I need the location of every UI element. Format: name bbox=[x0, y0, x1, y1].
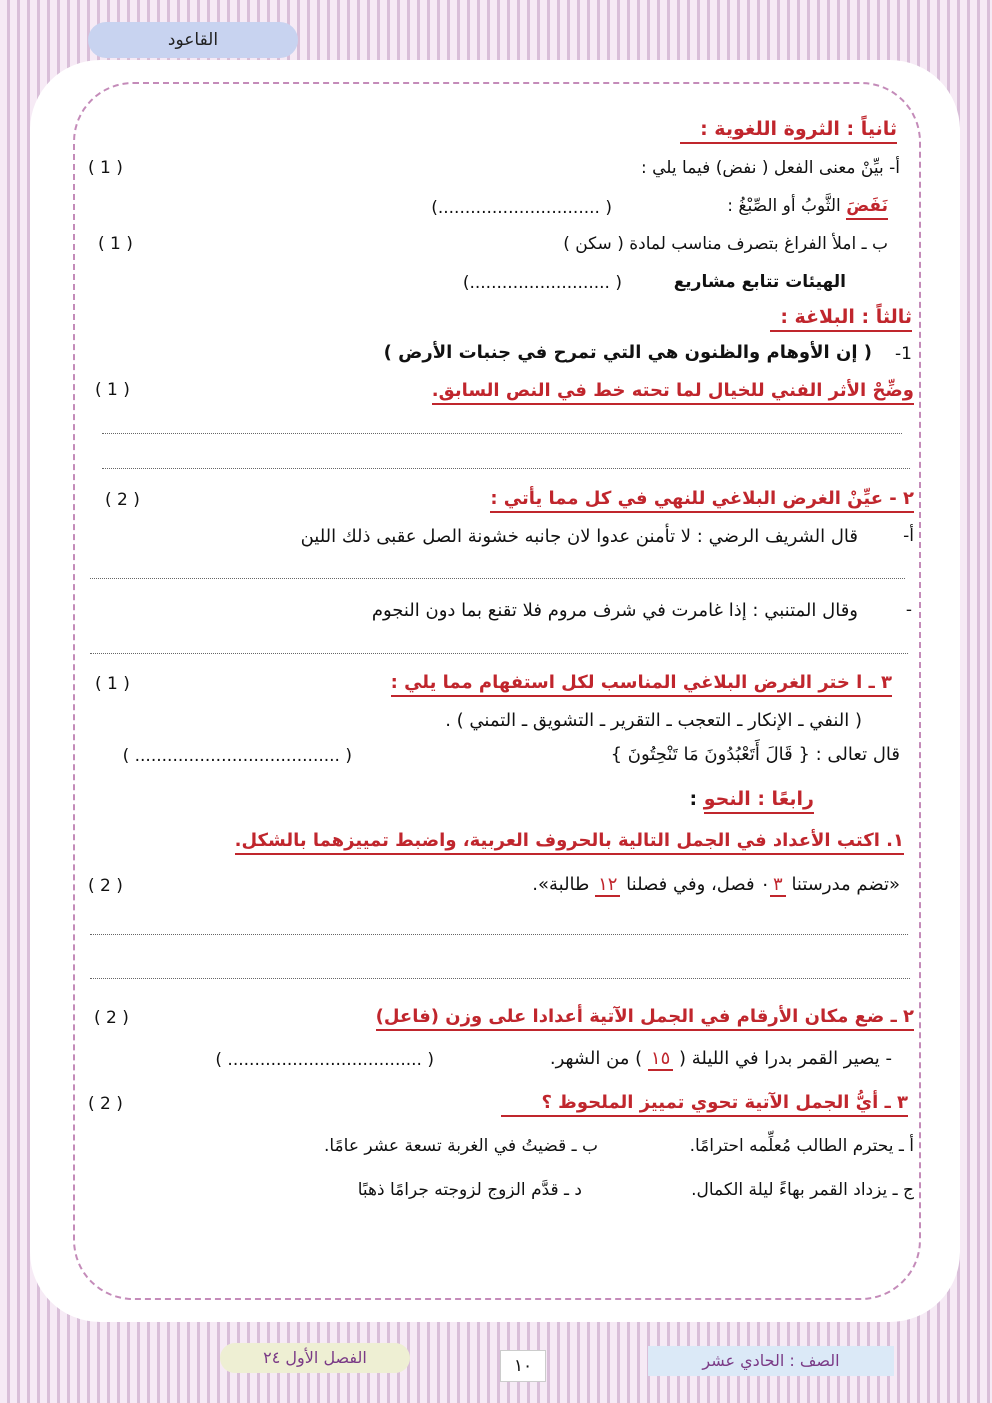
grammar-q2-title bbox=[376, 1006, 914, 1027]
grammar-q3-option-d: د ـ قدَّم الزوج لزوجته جرامًا ذهبًا bbox=[357, 1180, 582, 1200]
rhetoric-q3-title-text: ٣ ـ ا ختر الغرض البلاغي المناسب لكل استفهام مما يلي : bbox=[391, 672, 892, 697]
topic-tab bbox=[88, 22, 298, 58]
section-rhetoric-title bbox=[770, 306, 912, 328]
grammar-q3-option-c: ج ـ يزداد القمر بهاءً ليلة الكمال. bbox=[691, 1180, 914, 1200]
rhetoric-q2-title bbox=[490, 488, 914, 509]
phrase-keyword: نَفَضَ bbox=[846, 196, 888, 220]
rhetoric-q3-options: ( النفي ـ الإنكار ـ التعجب ـ التقرير ـ التشويق ـ التمني ) . bbox=[445, 710, 862, 731]
rhetoric-q2-b-text: وقال المتنبي : إذا غامرت في شرف مروم فلا تقنع بما دون النجوم bbox=[371, 600, 858, 621]
rhetoric-q1-instruction-text: وضِّحْ الأثر الفني للخيال لما تحته خط في النص السابق. bbox=[432, 380, 914, 405]
footer-term-text: الفصل الأول ٢٤ bbox=[263, 1348, 367, 1367]
grammar-q2-s2: ) من الشهر. bbox=[549, 1048, 648, 1069]
vocab-b-blank[interactable]: ( ..........................) bbox=[462, 273, 622, 293]
grammar-q1-sentence bbox=[532, 874, 900, 897]
grammar-q1-title-text: ١. اكتب الأعداد في الجمل التالية بالحروف العربية، واضبط تمييزهما بالشكل. bbox=[235, 830, 904, 855]
grammar-q3-mark: ( 2 ) bbox=[88, 1094, 123, 1114]
grammar-q2-s1: - يصير القمر بدرا في الليلة ( bbox=[673, 1048, 892, 1069]
vocab-b-sentence: الهيئات تتابع مشاريع bbox=[673, 272, 846, 292]
section-vocabulary-title bbox=[680, 118, 897, 140]
rhetoric-q3-mark: ( 1 ) bbox=[95, 674, 130, 694]
answer-line[interactable] bbox=[90, 578, 905, 579]
grammar-q3-title-text: ٣ ـ أيُّ الجمل الآتية تحوي تمييز الملحوظ ؟ bbox=[501, 1092, 908, 1117]
rhetoric-q1-text: ( إن الأوهام والظنون هي التي تمرح في جنبات الأرض ) bbox=[383, 342, 872, 363]
rhetoric-q1-instruction bbox=[432, 380, 914, 401]
page-number-text: ١٠ bbox=[513, 1356, 533, 1376]
section-grammar-title-text: رابعًا : النحو bbox=[704, 788, 814, 814]
page-number bbox=[500, 1350, 546, 1382]
grammar-q1-s1: «تضم مدرستنا bbox=[785, 874, 900, 895]
grammar-q1-title bbox=[235, 830, 904, 851]
grammar-q2-number: ١٥ bbox=[648, 1048, 673, 1071]
answer-line[interactable] bbox=[102, 433, 902, 434]
grammar-q1-s3: طالبة». bbox=[532, 874, 596, 895]
grammar-q2-sentence bbox=[550, 1048, 892, 1071]
section-grammar-title bbox=[690, 788, 815, 810]
grammar-q1-mark: ( 2 ) bbox=[88, 876, 123, 896]
rhetoric-q1-mark: ( 1 ) bbox=[95, 380, 130, 400]
grammar-q2-mark: ( 2 ) bbox=[94, 1008, 129, 1028]
answer-line[interactable] bbox=[90, 934, 908, 935]
vocab-a-mark: ( 1 ) bbox=[88, 158, 123, 178]
section-vocabulary-title-text: ثانياً : الثروة اللغوية : bbox=[680, 118, 897, 144]
rhetoric-q1-num: 1- bbox=[895, 344, 912, 364]
vocab-question-b: ب ـ املأ الفراغ بتصرف مناسب لمادة ( سكن ) bbox=[563, 234, 888, 254]
grammar-q2-blank[interactable]: ( .................................... ) bbox=[215, 1050, 434, 1070]
answer-line[interactable] bbox=[90, 653, 908, 654]
section-grammar-colon: : bbox=[689, 788, 704, 810]
footer-grade-text: الصف : الحادي عشر bbox=[702, 1351, 840, 1370]
grammar-q2-title-text: ٢ ـ ضع مكان الأرقام في الجمل الآتية أعدادا على وزن (فاعل) bbox=[376, 1006, 914, 1031]
phrase-answer-blank[interactable]: ( ..............................) bbox=[431, 198, 612, 218]
vocab-question-a: أ- بيِّنْ معنى الفعل ( نفض) فيما يلي : bbox=[640, 158, 900, 178]
footer-term bbox=[220, 1343, 410, 1373]
vocab-phrase bbox=[727, 196, 888, 216]
section-rhetoric-title-text: ثالثاً : البلاغة : bbox=[770, 306, 912, 332]
rhetoric-q3-blank[interactable]: ( ...................................... ) bbox=[122, 746, 352, 766]
rhetoric-q2-title-text: ٢ - عيِّنْ الغرض البلاغي للنهي في كل مما يأتي : bbox=[490, 488, 914, 513]
answer-line[interactable] bbox=[90, 978, 910, 979]
grammar-q1-number-2: ١٢ bbox=[595, 874, 620, 897]
rhetoric-q3-verse: قال تعالى : { قَالَ أَتَعْبُدُونَ مَا تَنْحِتُونَ } bbox=[610, 744, 900, 765]
grammar-q1-number-1: ٣ bbox=[770, 874, 786, 897]
rhetoric-q2-mark: ( 2 ) bbox=[105, 490, 140, 510]
grammar-q3-option-b: ب ـ قضيتُ في الغربة تسعة عشر عامًا. bbox=[323, 1136, 598, 1156]
grammar-q3-title bbox=[501, 1092, 908, 1113]
footer-grade bbox=[648, 1346, 894, 1376]
rhetoric-q2-a-label: أ- bbox=[903, 526, 914, 546]
rhetoric-q2-b-label: - bbox=[905, 600, 912, 620]
grammar-q1-s2: ٠ فصل، وفي فصلنا bbox=[620, 874, 771, 895]
answer-line[interactable] bbox=[102, 468, 910, 469]
grammar-q3-option-a: أ ـ يحترم الطالب مُعلِّمه احترامًا. bbox=[689, 1136, 914, 1156]
rhetoric-q3-title bbox=[391, 672, 892, 693]
phrase-rest: الثَّوبُ أو الصِّبْغُ : bbox=[727, 196, 847, 216]
rhetoric-q2-a-text: قال الشريف الرضي : لا تأمنن عدوا لان جانبه خشونة الصل عقبى ذلك اللين bbox=[300, 526, 858, 547]
vocab-b-mark: ( 1 ) bbox=[98, 234, 133, 254]
topic-label: القاعود bbox=[167, 30, 219, 50]
